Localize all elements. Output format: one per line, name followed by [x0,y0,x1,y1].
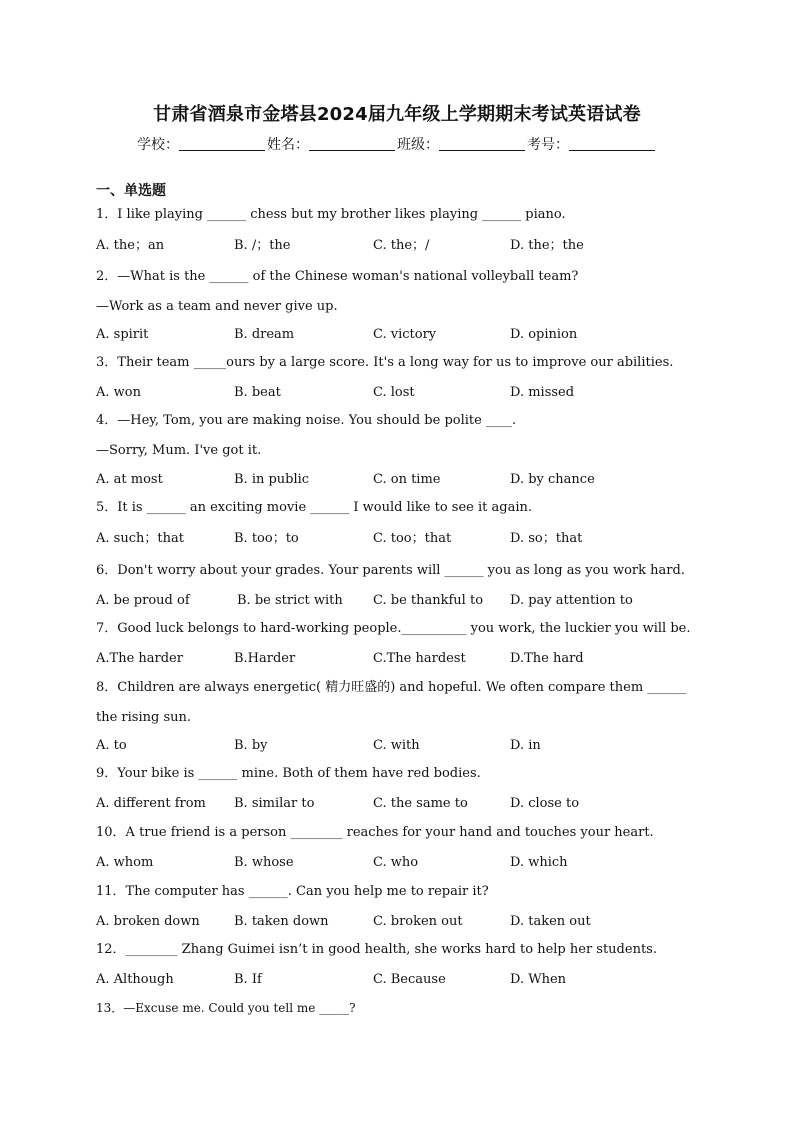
question-text: 8．Children are always energetic( 精力旺盛的) and hopeful. We often compare them ______ [96,680,687,695]
option-c: C. lost [373,385,415,400]
option-d: D. taken out [510,914,591,929]
question-text: 5．It is ______ an exciting movie ______ I would like to see it again. [96,500,532,515]
question-text: 2．—What is the ______ of the Chinese woman's national volleyball team? [96,269,579,284]
question-text: 10．A true friend is a person ________ reaches for your hand and touches your heart. [96,825,654,840]
question-text: 7．Good luck belongs to hard-working people.__________ you work, the luckier you will be. [96,621,691,636]
question-text: 13．—Excuse me. Could you tell me _____? [96,1001,356,1015]
option-a: A. such；that [96,531,184,546]
option-d: D. When [510,972,567,987]
option-b: B. by [234,738,268,753]
option-c: C. Because [373,972,446,987]
option-d: D. missed [510,385,575,400]
option-a: A. whom [96,855,154,870]
option-d: D. in [510,738,541,753]
section-heading: 一、单选题 [96,183,166,199]
option-c: C. on time [373,472,441,487]
name-blank[interactable] [309,136,395,151]
option-a: A. broken down [96,914,200,929]
option-b: B. similar to [234,796,315,811]
option-a: A.The harder [96,651,183,666]
option-a: A. be proud of [96,593,190,608]
option-c: C. the；/ [373,238,430,253]
question-text: —Sorry, Mum. I've got it. [96,443,262,458]
exam-title: 甘肃省酒泉市金塔县2024届九年级上学期期末考试英语试卷 [153,104,641,125]
option-c: C. be thankful to [373,593,484,608]
option-d: D. close to [510,796,580,811]
class-blank[interactable] [439,136,525,151]
option-d: D. opinion [510,327,578,342]
option-c: C.The hardest [373,651,466,666]
option-c: C. broken out [373,914,463,929]
question-text: 9．Your bike is ______ mine. Both of them have red bodies. [96,766,481,781]
option-a: A. spirit [96,327,149,342]
option-b: B. too；to [234,531,299,546]
option-c: C. victory [373,327,437,342]
option-b: B. whose [234,855,294,870]
option-b: B. /；the [234,238,291,253]
option-b: B. dream [234,327,295,342]
option-c: C. who [373,855,419,870]
option-a: A. the；an [96,238,165,253]
option-a: A. won [96,385,141,400]
option-a: A. different from [96,796,206,811]
option-c: C. too；that [373,531,452,546]
question-text: —Work as a team and never give up. [96,299,338,314]
question-text: 11．The computer has ______. Can you help me to repair it? [96,884,489,899]
option-c: C. the same to [373,796,468,811]
class-label: 班级： [397,137,439,153]
question-text: 4．—Hey, Tom, you are making noise. You should be polite ____. [96,413,517,428]
school-blank[interactable] [179,136,265,151]
option-b: B. taken down [234,914,329,929]
option-b: B. If [234,972,262,987]
option-d: D. pay attention to [510,593,633,608]
question-text: 6．Don't worry about your grades. Your parents will ______ you as long as you work hard. [96,563,685,578]
number-blank[interactable] [569,136,655,151]
option-c: C. with [373,738,420,753]
name-label: 姓名： [267,137,309,153]
student-info-line [0,134,794,154]
question-text: 12．________ Zhang Guimei isn’t in good health, she works hard to help her students. [96,942,657,957]
question-text: 1．I like playing ______ chess but my brother likes playing ______ piano. [96,207,566,222]
option-b: B. beat [234,385,281,400]
number-label: 考号： [527,137,569,153]
option-a: A. Although [96,972,174,987]
question-text: the rising sun. [96,710,191,725]
option-a: A. to [96,738,127,753]
option-d: D.The hard [510,651,584,666]
option-d: D. which [510,855,568,870]
school-label: 学校： [137,137,179,153]
option-d: D. by chance [510,472,595,487]
question-text: 3．Their team _____ours by a large score. It's a long way for us to improve our abilities. [96,355,674,370]
option-b: B. in public [234,472,310,487]
option-d: D. the；the [510,238,584,253]
option-a: A. at most [96,472,163,487]
option-d: D. so；that [510,531,583,546]
option-b: B.Harder [234,651,296,666]
option-b: B. be strict with [237,593,343,608]
